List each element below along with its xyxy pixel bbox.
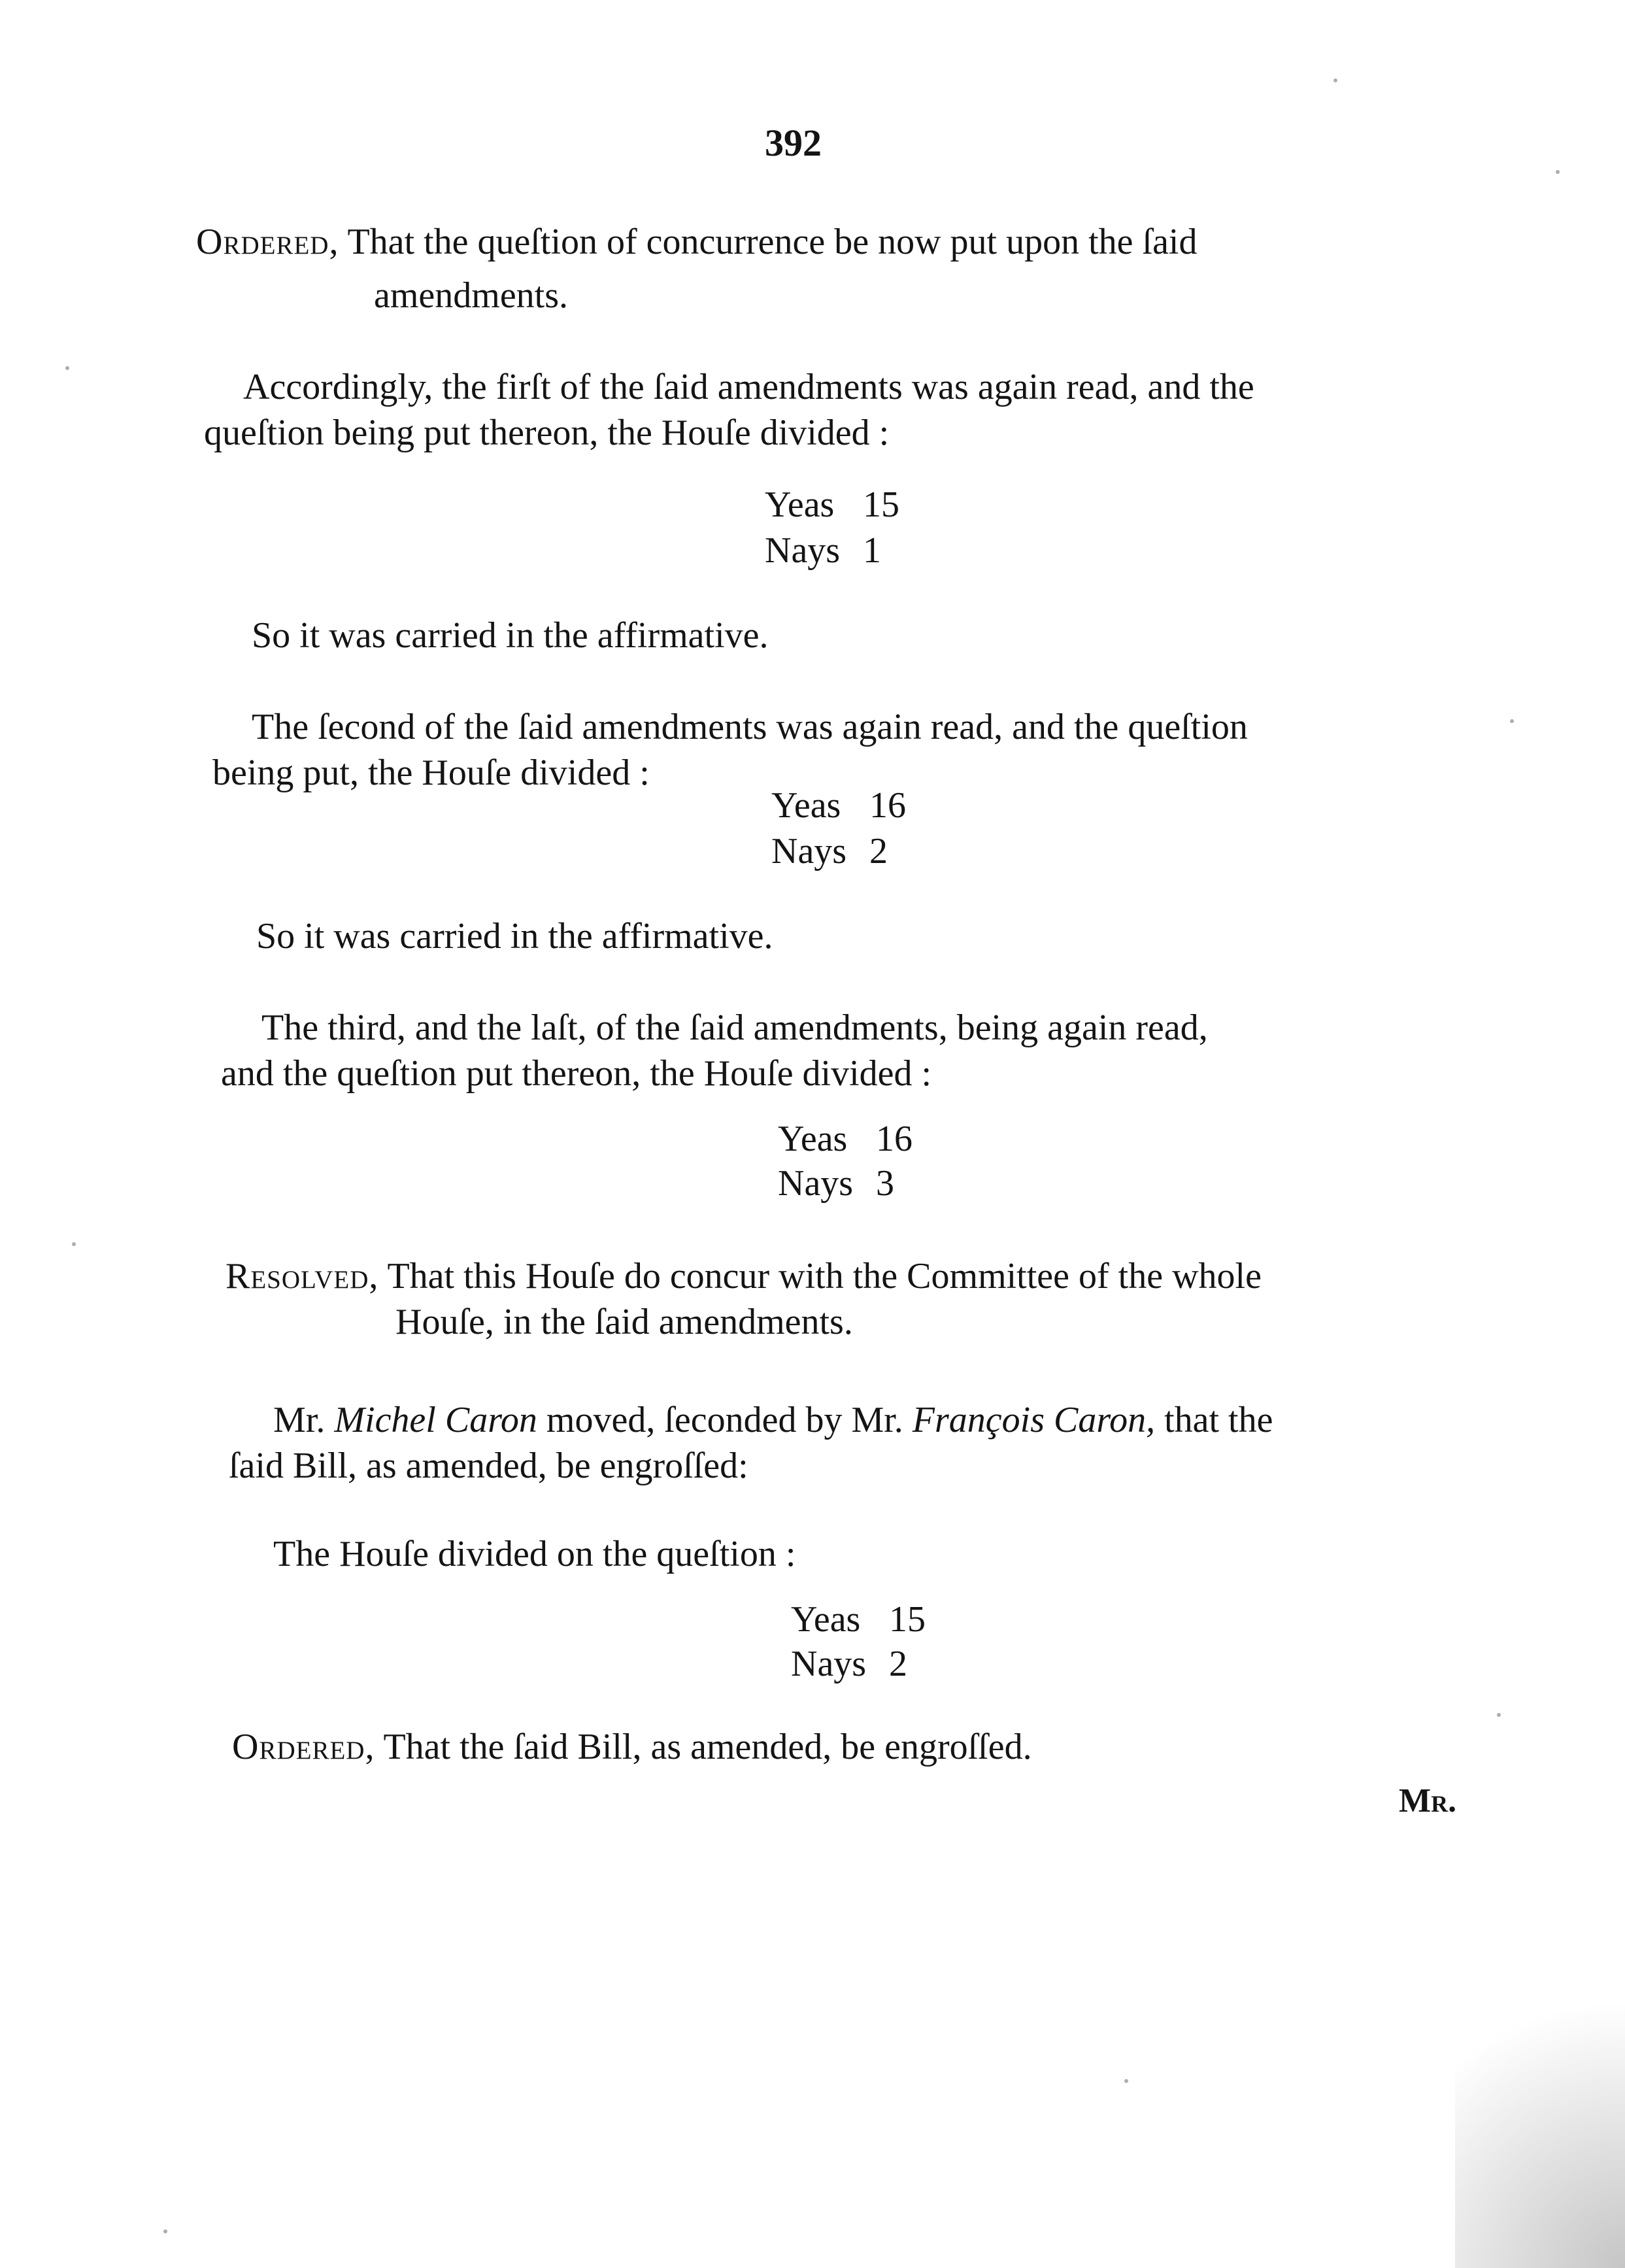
carried-1: So it was carried in the affirmative. [252, 615, 769, 656]
para-3-line-1: The third, and the laſt, of the ſaid amendments, being again read, [261, 1007, 1208, 1048]
carried-2: So it was carried in the affirmative. [256, 916, 773, 956]
yeas-label: Yeas [791, 1599, 861, 1640]
vote-4-nays [791, 1643, 907, 1685]
vote-3-yeas [778, 1118, 913, 1160]
para-1-line-2: queſtion being put thereon, the Houſe divided : [204, 413, 890, 453]
motion-mover: Michel Caron [334, 1400, 537, 1440]
scan-speck [1497, 1713, 1501, 1717]
motion-post: that the [1164, 1400, 1273, 1440]
scan-speck [72, 1242, 76, 1246]
ordered-2-line-1 [232, 1726, 1032, 1768]
scan-speck [163, 2229, 167, 2233]
nays-label: Nays [765, 530, 841, 571]
yeas-count: 16 [876, 1119, 913, 1159]
resolved-head: Resolved, [226, 1256, 379, 1296]
scan-speck [65, 366, 69, 370]
para-1-line-1: Accordingly, the firſt of the ſaid amendments was again read, and the [243, 367, 1254, 407]
yeas-count: 16 [869, 785, 906, 826]
motion-line-1 [273, 1399, 1273, 1441]
yeas-label: Yeas [778, 1119, 848, 1159]
page-number: 392 [765, 122, 822, 164]
ordered-1-line-1 [196, 221, 1197, 263]
para-2-line-1: The ſecond of the ſaid amendments was again read, and the queſtion [252, 707, 1248, 747]
catchword: Mr. [1399, 1782, 1457, 1819]
ordered-2-head: Ordered, [232, 1727, 375, 1767]
para-4: The Houſe divided on the queſtion : [273, 1534, 796, 1574]
scan-speck [1510, 719, 1514, 723]
yeas-label: Yeas [771, 785, 841, 826]
para-3-line-2: and the queſtion put thereon, the Houſe divided : [221, 1053, 932, 1094]
vote-3-nays [778, 1162, 894, 1204]
motion-line-2: ſaid Bill, as amended, be engroſſed: [229, 1446, 748, 1486]
vote-2-nays [771, 830, 888, 872]
resolved-line-2: Houſe, in the ſaid amendments. [395, 1302, 853, 1342]
yeas-count: 15 [889, 1599, 926, 1640]
scan-speck [1556, 170, 1560, 174]
page-edge-shadow [1455, 1928, 1625, 2268]
yeas-label: Yeas [765, 484, 835, 525]
nays-label: Nays [778, 1163, 854, 1204]
ordered-1-line-2: amendments. [374, 275, 569, 316]
vote-2-yeas [771, 785, 906, 826]
nays-label: Nays [771, 831, 847, 872]
vote-1-nays [765, 530, 881, 571]
scan-speck [1333, 78, 1337, 82]
motion-seconder: François Caron, [912, 1400, 1156, 1440]
para-2-line-2: being put, the Houſe divided : [212, 753, 650, 793]
yeas-count: 15 [863, 484, 899, 525]
nays-label: Nays [791, 1644, 867, 1684]
vote-4-yeas [791, 1599, 926, 1640]
nays-count: 2 [869, 831, 888, 872]
scan-speck [1124, 2079, 1128, 2083]
ordered-1-head: Ordered, [196, 222, 339, 262]
nays-count: 2 [889, 1644, 907, 1684]
vote-1-yeas [765, 484, 899, 526]
motion-pre: Mr. [273, 1400, 326, 1440]
ordered-1-text-1: That the queſtion of concurrence be now put upon the ſaid [347, 222, 1198, 262]
nays-count: 3 [876, 1163, 894, 1204]
nays-count: 1 [863, 530, 881, 571]
motion-mid: moved, ſeconded by Mr. [546, 1400, 903, 1440]
resolved-line-1 [226, 1255, 1262, 1297]
ordered-2-text-1: That the ſaid Bill, as amended, be engroſſed. [383, 1727, 1032, 1767]
resolved-text-1: That this Houſe do concur with the Committee of the whole [387, 1256, 1262, 1296]
